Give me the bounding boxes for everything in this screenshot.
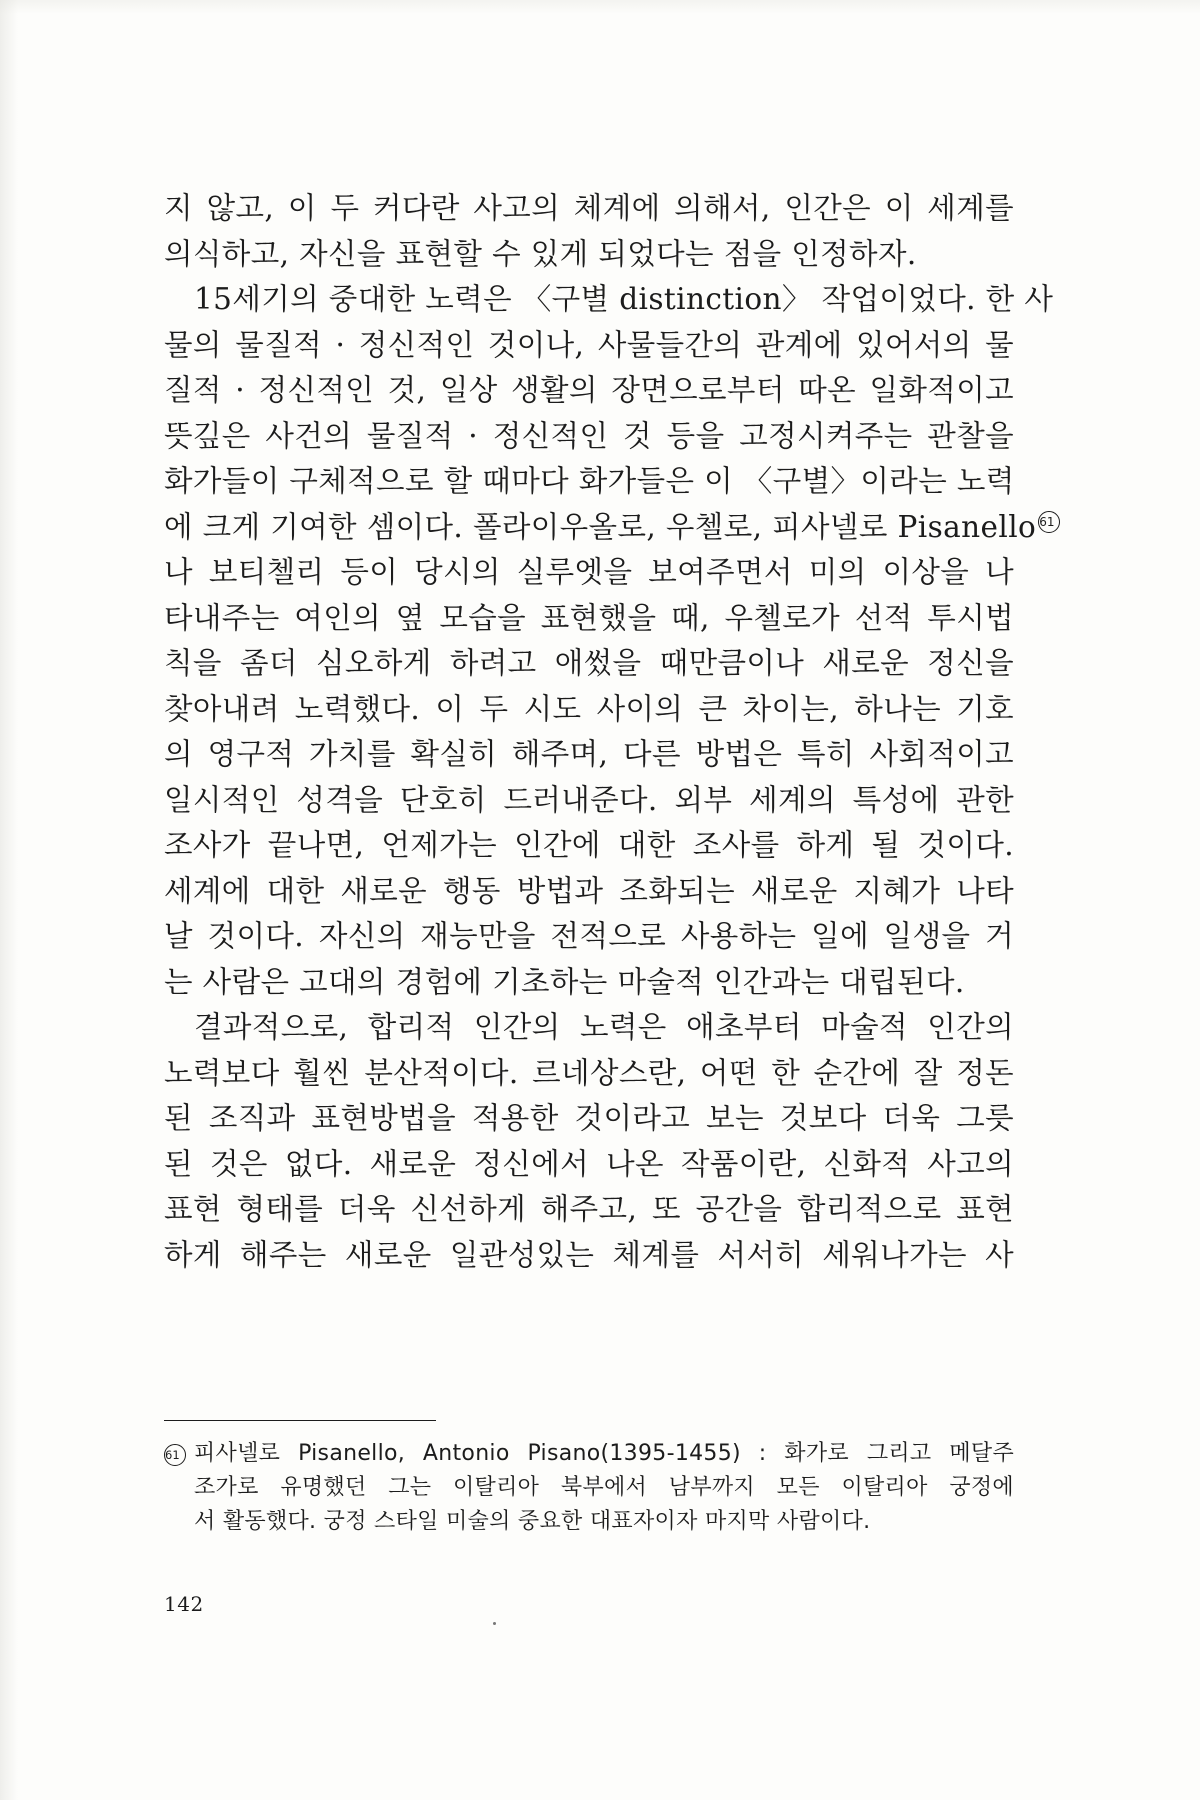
body-line: 의 영구적 가치를 확실히 해주며, 다른 방법은 특히 사회적이고	[164, 737, 1014, 771]
scan-speck	[493, 1622, 496, 1625]
body-line: 결과적으로, 합리적 인간의 노력은 애초부터 마술적 인간의	[194, 1010, 1014, 1044]
footnote	[164, 1437, 1014, 1539]
footnote-reference[interactable]: 61	[1038, 511, 1060, 533]
body-text	[164, 186, 1055, 1278]
footnote-marker: 61	[164, 1444, 186, 1466]
body-line-text: 에 크게 기여한 셈이다. 폴라이우올로, 우첼로, 피사넬로 Pisanello	[164, 509, 1037, 544]
body-line: 15세기의 중대한 노력은 〈구별 distinction〉 작업이었다. 한 사	[194, 282, 1054, 316]
body-line: 화가들이 구체적으로 할 때마다 화가들은 이 〈구별〉이라는 노력	[164, 464, 1015, 498]
body-line: 물의 물질적 · 정신적인 것이나, 사물들간의 관계에 있어서의 물	[164, 327, 1014, 362]
body-line: 하게 해주는 새로운 일관성있는 체계를 서서히 세워나가는 사	[164, 1237, 1014, 1272]
footnote-line	[164, 1437, 1014, 1471]
footnote-line-text: 피사넬로 Pisanello, Antonio Pisano(1395-1455) : 화가로 그리고 메달주	[194, 1441, 1014, 1466]
body-line: 노력보다 훨씬 분산적이다. 르네상스란, 어떤 한 순간에 잘 정돈	[164, 1055, 1014, 1090]
body-line: 표현 형태를 더욱 신선하게 해주고, 또 공간을 합리적으로 표현	[164, 1192, 1014, 1226]
body-line: 의식하고, 자신을 표현할 수 있게 되었다는 점을 인정하자.	[164, 236, 917, 271]
body-line: 칙을 좀더 심오하게 하려고 애썼을 때만큼이나 새로운 정신을	[164, 646, 1014, 680]
footnote-divider	[164, 1420, 436, 1421]
body-line-with-footnote-ref	[164, 505, 1055, 551]
body-line: 조사가 끝나면, 언제가는 인간에 대한 조사를 하게 될 것이다.	[164, 828, 1014, 862]
body-line: 된 조직과 표현방법을 적용한 것이라고 보는 것보다 더욱 그릇	[164, 1101, 1014, 1135]
body-line: 세계에 대한 새로운 행동 방법과 조화되는 새로운 지혜가 나타	[164, 873, 1014, 908]
body-line: 나 보티첼리 등이 당시의 실루엣을 보여주면서 미의 이상을 나	[164, 555, 1014, 589]
body-line: 된 것은 없다. 새로운 정신에서 나온 작품이란, 신화적 사고의	[164, 1146, 1014, 1181]
body-line: 찾아내려 노력했다. 이 두 시도 사이의 큰 차이는, 하나는 기호	[164, 691, 1014, 726]
scan-shadow-left	[0, 0, 18, 1800]
body-line: 는 사람은 고대의 경험에 기초하는 마술적 인간과는 대립된다.	[164, 964, 965, 999]
page-number: 142	[164, 1592, 204, 1616]
body-line: 날 것이다. 자신의 재능만을 전적으로 사용하는 일에 일생을 거	[164, 919, 1014, 953]
body-line: 지 않고, 이 두 커다란 사고의 체계에 의해서, 인간은 이 세계를	[164, 191, 1014, 225]
body-line: 타내주는 여인의 옆 모습을 표현했을 때, 우첼로가 선적 투시법	[164, 600, 1014, 635]
footnote-line: 서 활동했다. 궁정 스타일 미술의 중요한 대표자이자 마지막 사람이다.	[194, 1509, 871, 1534]
body-line: 일시적인 성격을 단호히 드러내준다. 외부 세계의 특성에 관한	[164, 782, 1014, 817]
scan-shadow-top	[0, 0, 1200, 14]
footnote-line: 조가로 유명했던 그는 이탈리아 북부에서 남부까지 모든 이탈리아 궁정에	[194, 1475, 1014, 1500]
body-line: 질적 · 정신적인 것, 일상 생활의 장면으로부터 따온 일화적이고	[164, 373, 1014, 407]
body-line: 뜻깊은 사건의 물질적 · 정신적인 것 등을 고정시켜주는 관찰을	[164, 418, 1014, 453]
